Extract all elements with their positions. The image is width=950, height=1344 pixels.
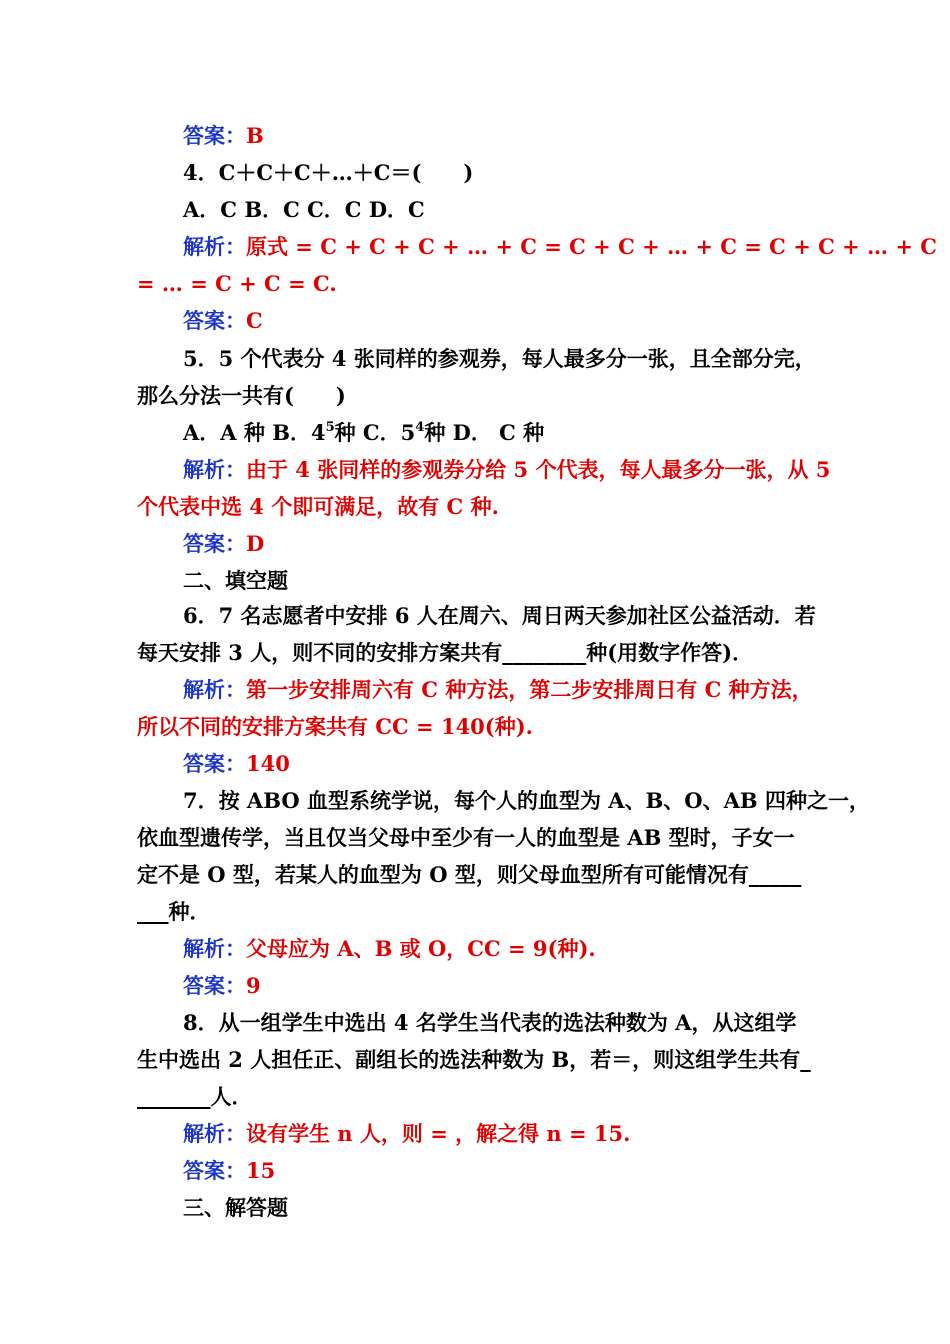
analysis-label: 解析： bbox=[183, 1121, 246, 1146]
option-text: 种 D． C 种 bbox=[424, 420, 545, 445]
q7-answer bbox=[183, 972, 261, 1000]
analysis-text: 设有学生 n 人，则 = ，解之得 n = 15. bbox=[246, 1121, 631, 1146]
q4-answer bbox=[183, 307, 263, 335]
analysis-text: 父母应为 A、B 或 O，CC = 9(种). bbox=[246, 936, 596, 961]
answer-value: 9 bbox=[246, 973, 261, 998]
analysis-text: 由于 4 张同样的参观券分给 5 个代表，每人最多分一张，从 5 bbox=[246, 457, 831, 482]
answer-value: D bbox=[246, 531, 265, 556]
q8-analysis bbox=[183, 1120, 630, 1148]
answer-label: 答案： bbox=[183, 308, 246, 333]
answer-value: 15 bbox=[246, 1158, 276, 1183]
q4-stem: 4．C＋C＋C＋…＋C＝( ) bbox=[183, 160, 474, 185]
analysis-text: 第一步安排周六有 C 种方法，第二步安排周日有 C 种方法， bbox=[246, 677, 813, 702]
q6-analysis-cont: 所以不同的安排方案共有 CC = 140(种). bbox=[137, 714, 533, 739]
q7-stem-cont-2: 定不是 O 型，若某人的血型为 O 型，则父母血型所有可能情况有_____ bbox=[137, 862, 802, 887]
analysis-label: 解析： bbox=[183, 677, 246, 702]
q6-analysis bbox=[183, 676, 813, 704]
analysis-label: 解析： bbox=[183, 234, 246, 259]
q6-stem: 6．7 名志愿者中安排 6 人在周六、周日两天参加社区公益活动．若 bbox=[183, 603, 816, 628]
q8-answer bbox=[183, 1157, 275, 1185]
answer-value: B bbox=[246, 123, 264, 148]
q5-analysis-cont: 个代表中选 4 个即可满足，故有 C 种. bbox=[137, 494, 499, 519]
answer-value: 140 bbox=[246, 751, 290, 776]
answer-label: 答案： bbox=[183, 123, 246, 148]
q7-analysis bbox=[183, 935, 596, 963]
q7-stem-cont-1: 依血型遗传学，当且仅当父母中至少有一人的血型是 AB 型时，子女一 bbox=[137, 825, 795, 850]
q4-analysis-cont: = … = C + C = C. bbox=[137, 271, 337, 296]
q8-stem-cont-1: 生中选出 2 人担任正、副组长的选法种数为 B，若＝，则这组学生共有_ bbox=[137, 1047, 811, 1072]
answer-label: 答案： bbox=[183, 751, 246, 776]
q5-options bbox=[183, 419, 544, 447]
q6-stem-cont: 每天安排 3 人，则不同的安排方案共有________种(用数字作答)． bbox=[137, 640, 754, 665]
option-text: 种 C．5 bbox=[334, 420, 416, 445]
section-heading-solutions: 三、解答题 bbox=[183, 1195, 288, 1220]
analysis-label: 解析： bbox=[183, 457, 246, 482]
q7-stem-cont-3: ___种． bbox=[137, 899, 211, 924]
q4-options: A．C B．C C．C D．C bbox=[183, 197, 425, 222]
q6-answer bbox=[183, 750, 290, 778]
q8-stem-cont-2: _______人． bbox=[137, 1084, 253, 1109]
exponent: 4 bbox=[415, 420, 425, 435]
q3-answer bbox=[183, 122, 264, 150]
q7-stem: 7．按 ABO 血型系统学说，每个人的血型为 A、B、O、AB 四种之一， bbox=[183, 788, 870, 813]
section-heading-fill-in: 二、填空题 bbox=[183, 568, 288, 593]
option-text: A．A 种 B．4 bbox=[183, 420, 326, 445]
answer-label: 答案： bbox=[183, 1158, 246, 1183]
q5-answer bbox=[183, 530, 264, 558]
answer-label: 答案： bbox=[183, 531, 246, 556]
analysis-label: 解析： bbox=[183, 936, 246, 961]
q5-stem-cont: 那么分法一共有( ) bbox=[137, 383, 346, 408]
q8-stem: 8．从一组学生中选出 4 名学生当代表的选法种数为 A，从这组学 bbox=[183, 1010, 797, 1035]
q4-analysis bbox=[183, 233, 937, 261]
q5-stem: 5．5 个代表分 4 张同样的参观券，每人最多分一张，且全部分完， bbox=[183, 346, 816, 371]
answer-value: C bbox=[246, 308, 263, 333]
analysis-text: 原式 = C + C + C + … + C = C + C + … + C = C + C + … + C bbox=[246, 234, 937, 259]
answer-label: 答案： bbox=[183, 973, 246, 998]
exponent: 5 bbox=[325, 420, 335, 435]
q5-analysis bbox=[183, 456, 830, 484]
